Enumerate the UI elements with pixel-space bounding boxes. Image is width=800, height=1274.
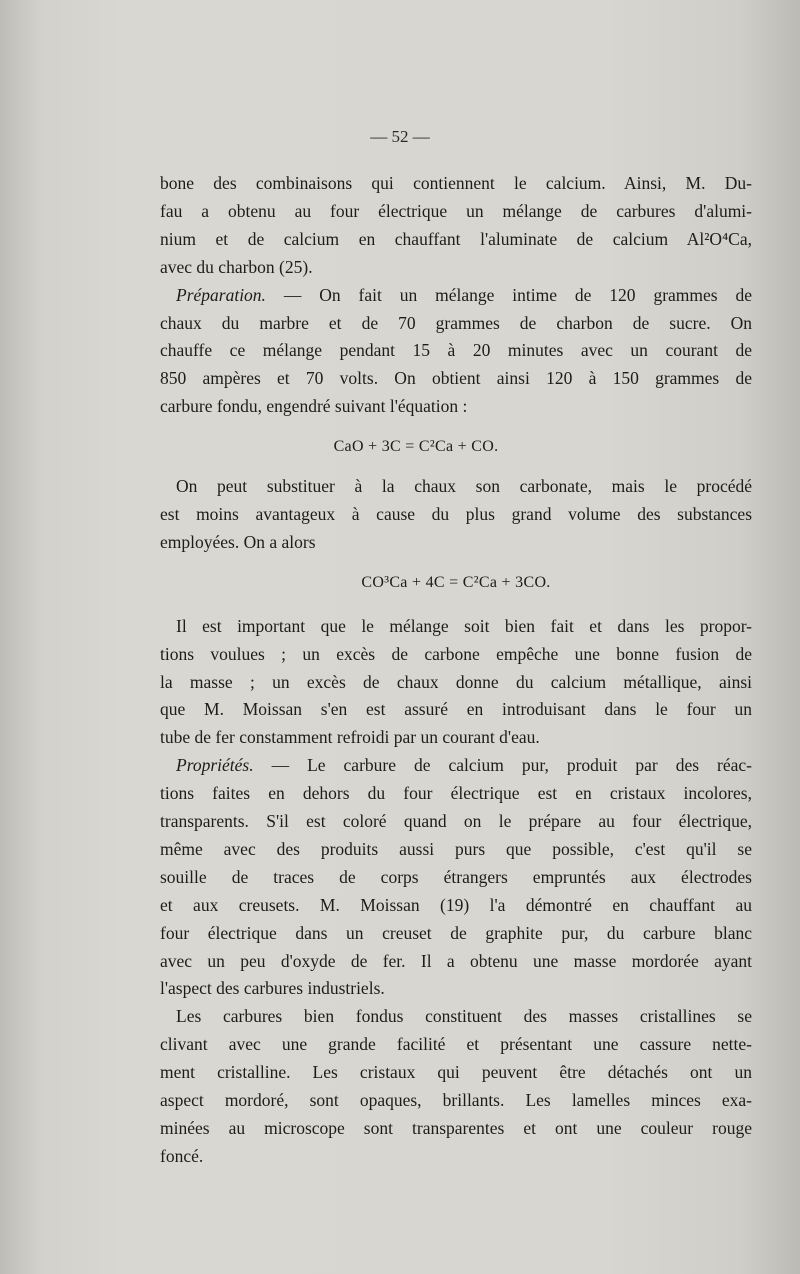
text-line: Il est important que le mélange soit bien fait et dans les propor- <box>176 615 752 636</box>
text-line: avec du charbon (25). <box>160 256 313 277</box>
page-number: — 52 — <box>370 127 430 146</box>
text-line: aspect mordoré, sont opaques, brillants. Les lamelles minces exa- <box>160 1090 752 1111</box>
paragraph-mixture <box>160 613 752 753</box>
text-line: et aux creusets. M. Moissan (19) l'a démontré en chauffant au <box>160 894 752 915</box>
text-line: que M. Moissan s'en est assuré en introduisant dans le four un <box>160 699 752 720</box>
text-line: même avec des produits aussi purs que possible, c'est qu'il se <box>160 838 752 859</box>
text-line: chauffe ce mélange pendant 15 à 20 minutes avec un courant de <box>160 340 752 361</box>
text-line: Les carbures bien fondus constituent des masses cristallines se <box>176 1006 752 1027</box>
text-line: transparents. S'il est coloré quand on le prépare au four électrique, <box>160 811 752 832</box>
text-line: bone des combinaisons qui contiennent le calcium. Ainsi, M. Du- <box>160 173 752 193</box>
text-line: tions faites en dehors du four électrique est en cristaux incolores, <box>160 783 752 804</box>
text-line: minées au microscope sont transparentes et ont une couleur rouge <box>160 1118 752 1138</box>
text-line: On peut substituer à la chaux son carbonate, mais le procédé <box>176 476 752 497</box>
text-line: tube de fer constamment refroidi par un courant d'eau. <box>160 727 540 748</box>
text-line: chaux du marbre et de 70 grammes de charbon de sucre. On <box>160 312 752 333</box>
paragraph-proprietes <box>160 752 752 1003</box>
text-line: — On fait un mélange intime de 120 grammes de <box>283 284 753 305</box>
section-heading-preparation: Préparation. <box>176 284 266 305</box>
text-line: carbure fondu, engendré suivant l'équation : <box>160 396 468 417</box>
paragraph-carbonate <box>160 473 752 557</box>
paragraph-preparation <box>160 282 752 422</box>
text-line: la masse ; un excès de chaux donne du calcium métallique, ainsi <box>160 671 752 692</box>
text-line: 850 ampères et 70 volts. On obtient ainsi 120 à 150 grammes de <box>160 368 752 389</box>
text-line: tions voulues ; un excès de carbone empêche une bonne fusion de <box>160 643 752 664</box>
section-heading-proprietes: Propriétés. <box>176 755 254 776</box>
proprietes-first-line <box>160 752 752 780</box>
paragraph-crystals <box>160 1003 752 1170</box>
text-line: ment cristalline. Les cristaux qui peuvent être détachés ont un <box>160 1062 752 1083</box>
paragraph-calcium-intro <box>160 170 752 282</box>
text-line: fau a obtenu au four électrique un mélange de carbures d'alumi- <box>160 200 752 221</box>
text-line: foncé. <box>160 1145 204 1166</box>
text-line: clivant avec une grande facilité et présentant une cassure nette- <box>160 1034 752 1055</box>
page-body <box>160 170 752 1171</box>
equation-carbide-from-carbonate: CO³Ca + 4C = C²Ca + 3CO. <box>361 573 551 591</box>
text-line: avec un peu d'oxyde de fer. Il a obtenu une masse mordorée ayant <box>160 950 752 971</box>
text-line: nium et de calcium en chauffant l'aluminate de calcium Al²O⁴Ca, <box>160 228 752 249</box>
text-line: four électrique dans un creuset de graphite pur, du carbure blanc <box>160 922 752 943</box>
text-line: employées. On a alors <box>160 531 316 552</box>
preparation-first-line <box>160 282 752 310</box>
text-line: est moins avantageux à cause du plus grand volume des substances <box>160 503 752 524</box>
text-line: — Le carbure de calcium pur, produit par des réac- <box>271 755 753 776</box>
text-line: l'aspect des carbures industriels. <box>160 978 385 999</box>
text-line: souille de traces de corps étrangers empruntés aux électrodes <box>160 866 752 887</box>
equation-carbide-from-lime: CaO + 3C = C²Ca + CO. <box>333 438 499 456</box>
